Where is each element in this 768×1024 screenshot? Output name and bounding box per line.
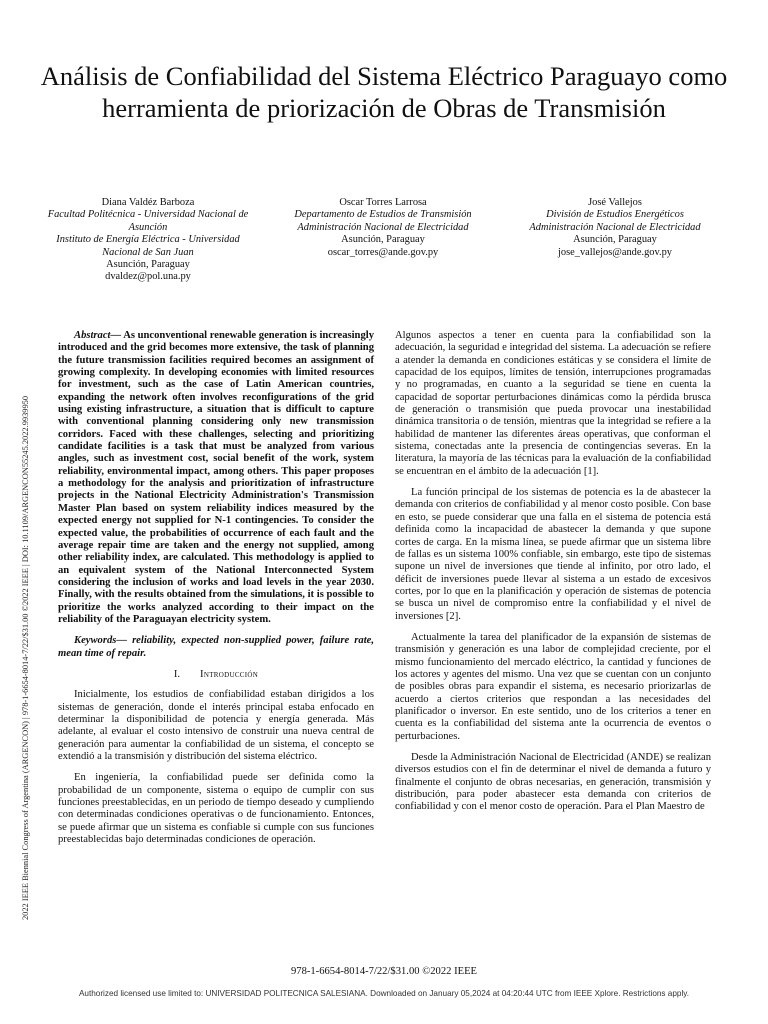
author-affiliation: Departamento de Estudios de Transmisión [294, 209, 472, 221]
author-name: José Vallejos [588, 197, 642, 208]
author-block-3 [505, 197, 725, 259]
author-block-1 [38, 197, 258, 284]
abstract [58, 330, 374, 626]
author-affiliation: Administración Nacional de Electricidad [297, 221, 469, 233]
keywords [58, 635, 374, 660]
author-block-2 [273, 197, 493, 259]
body-paragraph: La función principal de los sistemas de potencia es la de abastecer la demanda con criterios de confiabilidad y al menor costo posible. Con base en esto, se puede considerar que una falla en el sistema de potencia está definida como la incapacidad de abastecer la demanda y que supone cortes de carga. En la misma línea, se puede afirmar que un sistema libre de fallas es un sistema 100% confiable, sin embargo, este tipo de sistemas supone un nivel de inversiones que tiende al infinito, por otro lado, el déficit de inversiones puede llevar al sistema a un estado de excesivos cortes, por lo que en la planificación y operación de sistemas de potencia se busca un nivel de compromiso entre la confiabilidad y el nivel de inversiones [2]. [395, 487, 711, 622]
author-affiliation: Administración Nacional de Electricidad [529, 221, 701, 233]
footer-license: Authorized licensed use limited to: UNIVERSIDAD POLITECNICA SALESIANA. Downloaded on January 05,2024 at 04:20:44 UTC from IEEE Xplore. Restrictions apply. [78, 989, 690, 998]
author-email: dvaldez@pol.una.py [105, 271, 191, 283]
section-number: I. [173, 668, 181, 680]
author-name: Diana Valdéz Barboza [101, 197, 195, 208]
keywords-text: reliability, expected non-supplied power, failure rate, mean time of repair. [58, 635, 374, 659]
body-paragraph: Actualmente la tarea del planificador de la expansión de sistemas de transmisión y generación es una labor de complejidad creciente, por el mismo funcionamiento del mercado eléctrico, la cantidad y funciones de los actores y agentes del mismo. Una vez que se cuentan con un conjunto de posibles obras para expandir el sistema, es necesario priorizarlas de acuerdo a ciertos criterios que respondan a las necesidades del planificador o inversor. En este sentido, uno de los criterios a tener en cuenta es la confiabilidad del sistema ante la ocurrencia de eventos o perturbaciones. [395, 631, 711, 742]
right-column [395, 330, 711, 823]
footer-isbn: 978-1-6654-8014-7/22/$31.00 ©2022 IEEE [290, 966, 478, 977]
keywords-label: Keywords— [74, 635, 127, 647]
author-email: jose_vallejos@ande.gov.py [558, 246, 672, 258]
author-city: Asunción, Paraguay [573, 234, 657, 246]
left-column [58, 330, 374, 855]
author-affiliation: Instituto de Energía Eléctrica - Universidad Nacional de San Juan [56, 234, 240, 258]
author-city: Asunción, Paraguay [341, 234, 425, 246]
author-affiliation: División de Estudios Energéticos [546, 209, 684, 221]
doi-side-note: 2022 IEEE Biennial Congress of Argentina (ARGENCON) | 978-1-6654-8014-7/22/$31.00 ©2022 IEEE | DOI: 10.1109/ARGENCON55245.2022.9939950 [21, 395, 30, 920]
body-paragraph: En ingeniería, la confiabilidad puede ser definida como la probabilidad de un componente, sistema o equipo de cumplir con sus funciones preestablecidas, en un periodo de tiempo deseado y cumpliendo con determinadas condiciones operativas o de funcionamiento. Entonces, se puede afirmar que un sistema es confiable si cumple con sus funciones preestablecidas bajo determinadas condiciones de operación. [58, 772, 374, 846]
author-affiliation: Facultad Politécnica - Universidad Nacional de Asunción [47, 209, 249, 233]
author-city: Asunción, Paraguay [106, 259, 190, 271]
author-name: Oscar Torres Larrosa [339, 197, 427, 208]
body-paragraph: Inicialmente, los estudios de confiabilidad estaban dirigidos a los sistemas de generación, donde el interés principal estaba enfocado en determinar la disponibilidad de potencia y energía generada. Más adelante, al evaluar el costo intensivo de construir una nueva central de generación para aumentar la confiabilidad de un sistema, el concepto se extendió a la transmisión y distribución del sistema eléctrico. [58, 689, 374, 762]
paper-title: Análisis de Confiabilidad del Sistema Eléctrico Paraguayo como herramienta de priorización de Obras de Transmisión [40, 61, 728, 123]
section-title: Introducción [200, 668, 259, 680]
section-heading [58, 669, 374, 681]
body-paragraph: Algunos aspectos a tener en cuenta para la confiabilidad son la adecuación, la seguridad e integridad del sistema. La adecuación se refiere a atender la demanda en condiciones estáticas y se considera el límite de capacidad de los equipos, límites de tensión, interrupciones programadas y no programadas, en cuanto a la seguridad se tiene en cuenta la capacidad de soportar perturbaciones dinámicas como la pérdida brusca de generación o transmisión que pueda provocar una inestabilidad dinámica transitoria o de tensión, mientras que la integridad se refiere a la habilidad de mantener las diferentes áreas operativas, que conforman el sistema, conectadas ante la presencia de contingencias severas. En la literatura, la mayoría de las técnicas para la evaluación de la confiabilidad se encuentran en el ámbito de la adecuación [1]. [395, 330, 711, 477]
author-email: oscar_torres@ande.gov.py [327, 246, 439, 258]
abstract-label: Abstract— [74, 330, 122, 341]
abstract-text: As unconventional renewable generation is increasingly introduced and the grid becomes more extensive, the task of planning the future transmission facilities required becomes an assignment of growing complexity. In developing economies with limited resources for investment, such as the case of Latin American countries, expanding the network often involves reconfigurations of the grid using existing infrastructure, a situation that is difficult to capture with conventional planning considering only new transmission corridors. Faced with these challenges, selecting and prioritizing candidate facilities is a task that must be analyzed from various angles, such as investment cost, social benefit of the work, system reliability, environmental impact, among others. This paper proposes a methodology for the analysis and prioritization of infrastructure projects in the National Electricity Administration's Transmission Master Plan based on system reliability indices measured by the expected energy not supplied for N-1 contingencies. To consider the expected value, the probabilities of occurrence of each fault and the average repair time are taken and the energy not supplied, among other reliability index, are calculated. This methodology is applied to an equivalent system of the National Interconnected System considering the inclusion of works and load levels in the year 2030. Finally, with the results obtained from the simulations, it is possible to prioritize the works analyzed according to their impact on the reliability of the Paraguayan electricity system. [58, 330, 374, 625]
body-paragraph: Desde la Administración Nacional de Electricidad (ANDE) se realizan diversos estudios con el fin de determinar el nivel de demanda a futuro y finalmente el conjunto de obras necesarias, en generación, transmisión y distribución, para poder abastecer esta demanda con criterios de confiabilidad y con el menor costo de operación. Para el Plan Maestro de [395, 752, 711, 813]
